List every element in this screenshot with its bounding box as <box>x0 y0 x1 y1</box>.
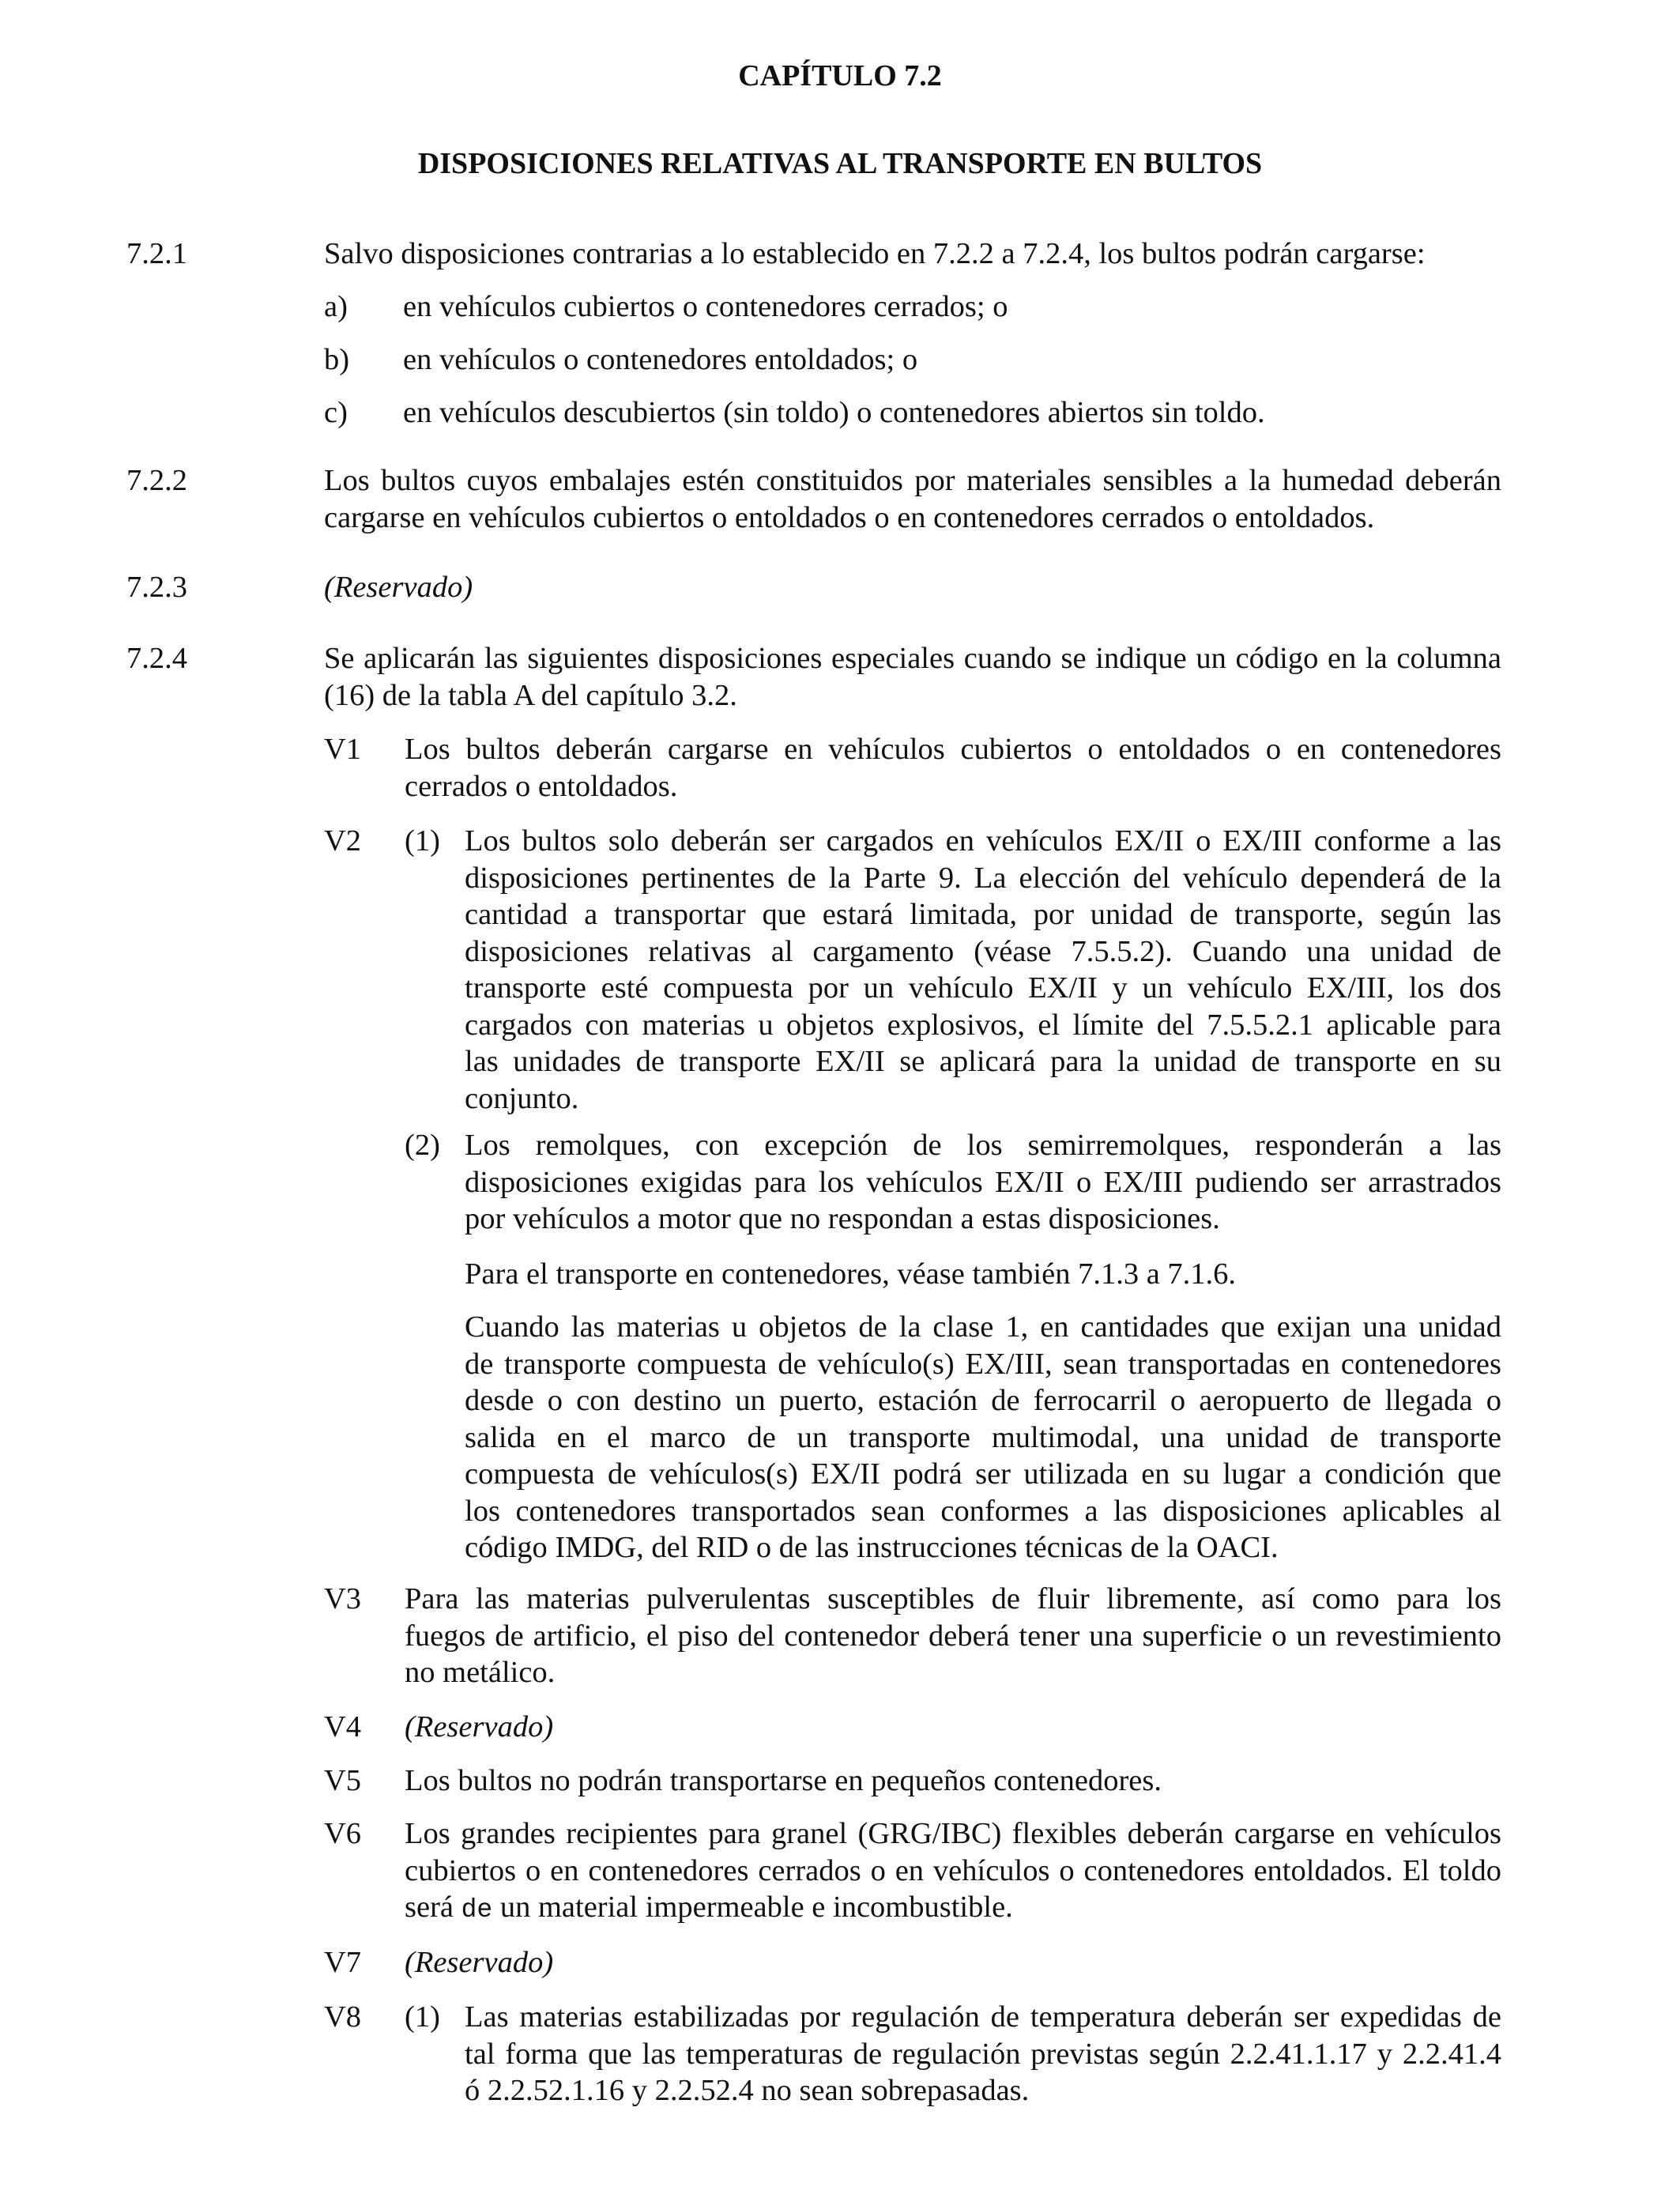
text-line: Para las materias pulverulentas susceptibles de fluir libremente, así como para los <box>405 1582 1501 1615</box>
list-item-label: c) <box>324 396 348 429</box>
provision-v8-paragraph-1 <box>465 1999 1501 2109</box>
provision-v2-paragraph-3: Para el transporte en contenedores, véase también 7.1.3 a 7.1.6. <box>465 1257 1237 1291</box>
provision-label-v8: V8 <box>324 2000 362 2034</box>
provision-label-v3: V3 <box>324 1582 362 1615</box>
section-number-7-2-3: 7.2.3 <box>126 571 187 604</box>
text-line: (16) de la tabla A del capítulo 3.2. <box>324 678 737 712</box>
monospace-fragment: de <box>461 1895 493 1924</box>
paragraph-label: (1) <box>405 2000 440 2034</box>
provision-v2-paragraph-4 <box>465 1309 1501 1566</box>
text-line: cubiertos o en contenedores cerrados o en vehículos o contenedores entoldados. El toldo <box>405 1853 1501 1887</box>
provision-label-v2: V2 <box>324 824 362 858</box>
paragraph-label: (1) <box>405 824 440 858</box>
provision-v2-paragraph-2 <box>465 1127 1501 1238</box>
provision-label-v1: V1 <box>324 733 362 766</box>
section-7-2-4-text <box>324 640 1501 714</box>
text-line: los contenedores transportados sean conformes a las disposiciones aplicables al <box>465 1494 1501 1528</box>
text-line: cargados con materias u objetos explosivos, el límite del 7.5.5.2.1 aplicable para <box>465 1008 1501 1042</box>
text-line: Los bultos deberán cargarse en vehículos cubiertos o entoldados o en contenedores <box>405 733 1501 766</box>
provision-label-v7: V7 <box>324 1946 362 1979</box>
provision-label-v4: V4 <box>324 1710 362 1744</box>
text-line: disposiciones relativas al cargamento (véase 7.5.5.2). Cuando una unidad de <box>465 934 1501 968</box>
text-line: Se aplicarán las siguientes disposiciones especiales cuando se indique un código en la columna <box>324 642 1501 675</box>
list-item-label: b) <box>324 343 350 376</box>
section-7-2-1-text: Salvo disposiciones contrarias a lo establecido en 7.2.2 a 7.2.4, los bultos podrán cargarse: <box>324 237 1426 270</box>
list-item-text: en vehículos descubiertos (sin toldo) o contenedores abiertos sin toldo. <box>403 396 1265 429</box>
text-line: no metálico. <box>405 1656 556 1689</box>
text-line: compuesta de vehículos(s) EX/II podrá ser utilizada en su lugar a condición que <box>465 1457 1501 1491</box>
text-line: desde o con destino un puerto, estación de ferrocarril o aeropuerto de llegada o <box>465 1384 1501 1417</box>
text-line: Los bultos cuyos embalajes estén constituidos por materiales sensibles a la humedad deberán <box>324 464 1501 497</box>
text-line: salida en el marco de un transporte multimodal, una unidad de transporte <box>465 1420 1501 1454</box>
list-item-label: a) <box>324 290 348 323</box>
text-line: cerrados o entoldados. <box>405 769 678 803</box>
text-fragment: será <box>405 1891 461 1924</box>
paragraph-label: (2) <box>405 1129 440 1162</box>
reserved-text: (Reservado) <box>405 1710 554 1744</box>
text-line <box>405 1889 1501 1929</box>
text-line: Los grandes recipientes para granel (GRG/IBC) flexibles deberán cargarse en vehículos <box>405 1817 1501 1850</box>
text-line: Cuando las materias u objetos de la clase 1, en cantidades que exijan una unidad <box>465 1310 1501 1344</box>
text-line: fuegos de artificio, el piso del contenedor deberá tener una superficie o un revestimiento <box>405 1619 1501 1653</box>
text-line: ó 2.2.52.1.16 y 2.2.52.4 no sean sobrepasadas. <box>465 2074 1030 2107</box>
section-7-2-2-text <box>324 462 1501 536</box>
provision-v3-text <box>405 1581 1501 1691</box>
text-line: cantidad a transportar que estará limitada, por unidad de transporte, según las <box>465 898 1501 931</box>
text-line: conjunto. <box>465 1081 579 1115</box>
text-line: disposiciones pertinentes de la Parte 9. La elección del vehículo dependerá de la <box>465 861 1501 895</box>
reserved-text: (Reservado) <box>405 1946 554 1979</box>
provision-v5-text: Los bultos no podrán transportarse en pequeños contenedores. <box>405 1764 1162 1797</box>
provision-v6-text <box>405 1815 1501 1929</box>
text-line: tal forma que las temperaturas de regulación previstas según 2.2.41.1.17 y 2.2.41.4 <box>465 2037 1501 2071</box>
section-number-7-2-4: 7.2.4 <box>126 642 187 675</box>
text-line: Los bultos solo deberán ser cargados en vehículos EX/II o EX/III conforme a las <box>465 824 1501 858</box>
text-line: las unidades de transporte EX/II se aplicará para la unidad de transporte en su <box>465 1045 1501 1078</box>
text-line: Los remolques, con excepción de los semirremolques, responderán a las <box>465 1129 1501 1162</box>
text-fragment: un material impermeable e incombustible. <box>492 1891 1013 1924</box>
text-line: código IMDG, del RID o de las instrucciones técnicas de la OACI. <box>465 1531 1279 1564</box>
text-line: por vehículos a motor que no respondan a estas disposiciones. <box>465 1202 1220 1235</box>
text-line: de transporte compuesta de vehículo(s) EX/III, sean transportadas en contenedores <box>465 1347 1501 1381</box>
provision-v1-text <box>405 731 1501 805</box>
text-line: Las materias estabilizadas por regulación de temperatura deberán ser expedidas de <box>465 2000 1501 2034</box>
provision-v2-paragraph-1 <box>465 823 1501 1117</box>
chapter-title: CAPÍTULO 7.2 <box>738 59 942 92</box>
section-number-7-2-2: 7.2.2 <box>126 464 187 497</box>
section-number-7-2-1: 7.2.1 <box>126 237 187 270</box>
text-line: transporte esté compuesta por un vehículo EX/II y un vehículo EX/III, los dos <box>465 971 1501 1005</box>
section-title: DISPOSICIONES RELATIVAS AL TRANSPORTE EN BULTOS <box>417 147 1263 180</box>
text-line: disposiciones exigidas para los vehículos EX/II o EX/III pudiendo ser arrastrados <box>465 1165 1501 1199</box>
text-line: cargarse en vehículos cubiertos o entoldados o en contenedores cerrados o entoldados. <box>324 500 1375 534</box>
list-item-text: en vehículos cubiertos o contenedores cerrados; o <box>403 290 1008 323</box>
provision-label-v6: V6 <box>324 1817 362 1850</box>
reserved-text: (Reservado) <box>324 571 473 604</box>
list-item-text: en vehículos o contenedores entoldados; o <box>403 343 918 376</box>
provision-label-v5: V5 <box>324 1764 362 1797</box>
